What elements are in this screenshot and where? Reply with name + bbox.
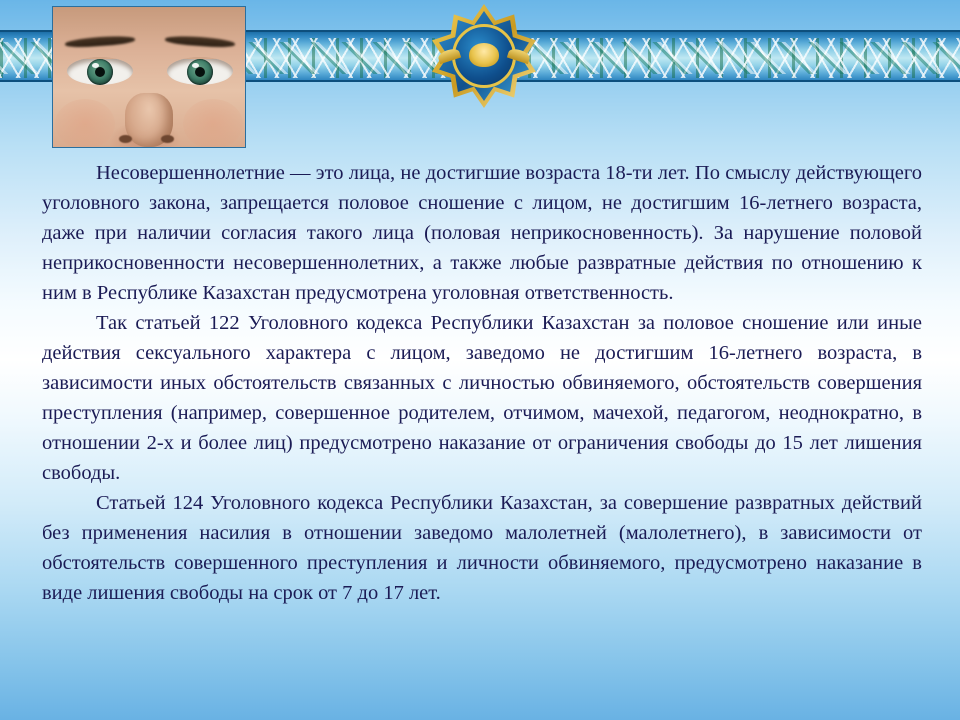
- face-photo-pupil-left: [95, 67, 105, 77]
- paragraph-2: Так статьей 122 Уголовного кодекса Республики Казахстан за половое сношение или иные действия сексуального характера с лицом, заведомо не достигшим 16-летнего возраста, в зависимости иных обстоятельств связанных с личностью обвиняемого, обстоятельств совершения преступления (например, совершенное родителем, отчимом, мачехой, педагогом, неоднократно, в отношении 2-х и более лиц) предусмотрено наказание от ограничения свободы до 15 лет лишения свободы.: [42, 312, 922, 484]
- face-photo-nostril-left: [119, 135, 132, 143]
- face-photo-glint-right: [192, 63, 199, 68]
- face-photo-nostril-right: [161, 135, 174, 143]
- kazakhstan-emblem-icon: [432, 4, 536, 108]
- face-photo-iris-right: [187, 59, 213, 85]
- face-photo-cheek-left: [55, 99, 115, 148]
- face-photo-pupil-right: [195, 67, 205, 77]
- emblem-shanyrak-icon: [469, 43, 499, 67]
- face-photo-cheek-right: [183, 99, 243, 148]
- face-photo-eye-right: [167, 57, 233, 85]
- face-photo-eye-left: [67, 57, 133, 85]
- face-photo-iris-left: [87, 59, 113, 85]
- face-photo: [52, 6, 246, 148]
- paragraph-1: Несовершеннолетние — это лица, не достигшие возраста 18-ти лет. По смыслу действующего уголовного закона, запрещается половое сношение с лицом, не достигшим 16-летнего возраста, даже при наличии согласия такого лица (половая неприкосновенность). За нарушение половой неприкосновенности несовершеннолетних, а также любые развратные действия по отношению к ним в Республике Казахстан предусмотрена уголовная ответственность.: [42, 162, 922, 304]
- face-photo-glint-left: [92, 63, 99, 68]
- paragraph-3: Статьей 124 Уголовного кодекса Республики Казахстан, за совершение развратных действий без применения насилия в отношении заведомо малолетней (малолетнего), в зависимости от обстоятельств совершенного преступления и личности обвиняемого, предусмотрено наказание в виде лишения свободы на срок от 7 до 17 лет.: [42, 492, 922, 604]
- slide-body-text: [42, 158, 922, 608]
